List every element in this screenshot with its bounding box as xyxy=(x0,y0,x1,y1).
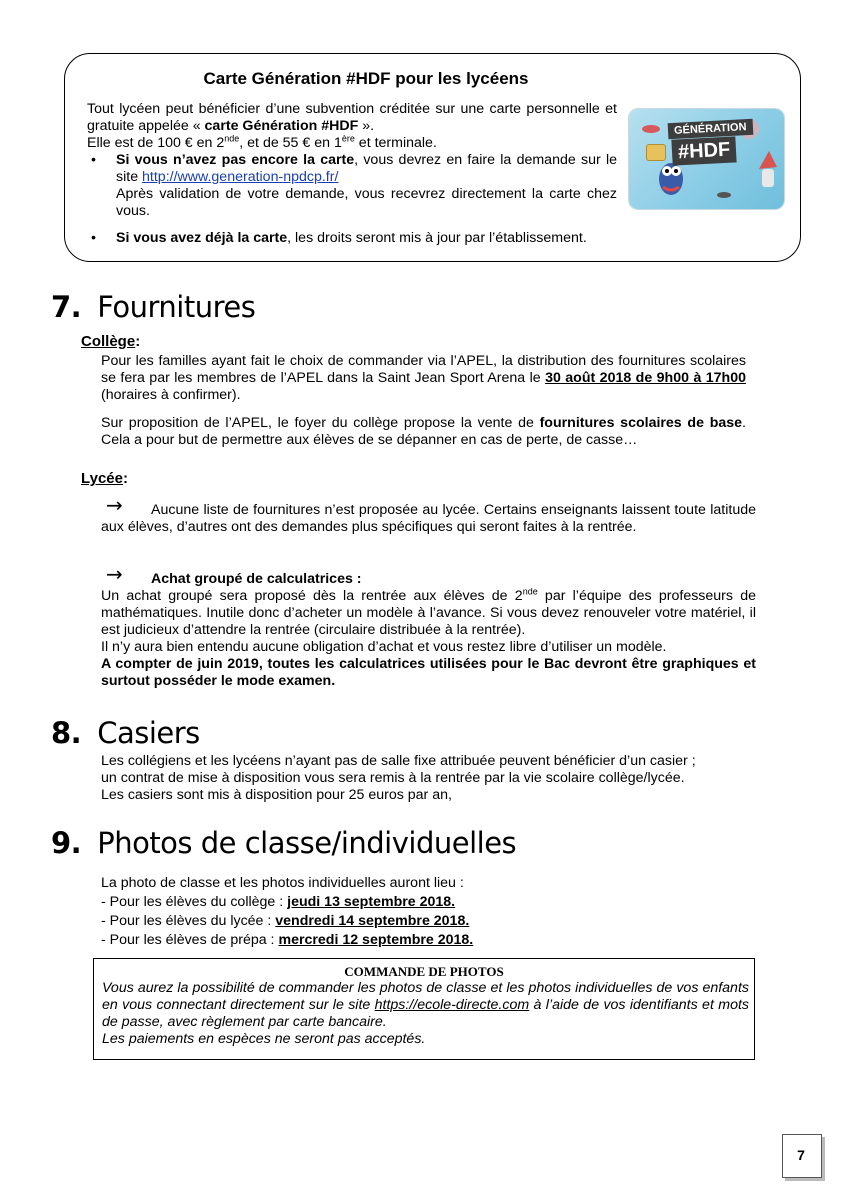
hdf-box-title: Carte Génération #HDF pour les lycéens xyxy=(203,69,529,88)
page-number: 7 xyxy=(797,1147,805,1163)
lycee-paragraph: Aucune liste de fournitures n’est proposée au lycée. Certains enseignants laissent toute latitude aux élèves, d’autres ont des demandes plus spécifiques qui seront faites à la rentrée. xyxy=(101,502,756,535)
section-9-heading: 9. Photos de classe/individuelles xyxy=(51,826,517,860)
ecole-directe-link[interactable]: https://ecole-directe.com xyxy=(374,997,530,1013)
photos-prepa: - Pour les élèves de prépa : mercredi 12 septembre 2018. xyxy=(101,932,474,948)
calc-paragraph: Un achat groupé sera proposé dès la rentrée aux élèves de 2nde par l’équipe des professeurs de mathématiques. Inutile donc d’acheter un modèle à l’avance. Si vous devez renouveler votre matériel, il est judicieux d’attendre la rentrée (circulaire distribuée à la rentrée). Il n’y aura bien entendu aucune obligation d’achat et vous restez libre d’utiliser un modèle. A compter de juin 2019, toutes les calculatrices utilisées pour le Bac devront être graphiques et surtout posséder le mode examen. xyxy=(101,586,756,689)
hdf-amount: Elle est de 100 € en 2nde, et de 55 € en 1ère et terminale. xyxy=(87,133,437,151)
photo-order-text: Vous aurez la possibilité de commander les photos de classe et les photos individuelles de vos enfants en vous connectant directement sur le site https://ecole-directe.com à l’aide de vos identifiants et mots de passe, avec règlement par carte bancaire. Les paiements en espèces ne seront pas acceptés. xyxy=(102,980,749,1047)
photo-order-title: COMMANDE DE PHOTOS xyxy=(344,964,504,979)
photos-lycee: - Pour les élèves du lycée : vendredi 14 septembre 2018. xyxy=(101,913,470,929)
card-label-main: #HDF xyxy=(671,136,737,165)
hdf-bullet-has-card: • Si vous avez déjà la carte, les droits seront mis à jour par l’établissement. xyxy=(87,230,676,247)
college-paragraph-2: Sur proposition de l’APEL, le foyer du collège propose la vente de fournitures scolaires de base. Cela a pour but de permettre aux élèves de se dépanner en cas de perte, de casse… xyxy=(101,415,746,448)
photos-college: - Pour les élèves du collège : jeudi 13 septembre 2018. xyxy=(101,894,456,910)
casiers-paragraph: Les collégiens et les lycéens n’ayant pas de salle fixe attribuée peuvent bénéficier d’un casier ; un contrat de mise à disposition vous sera remis à la rentrée par la vie scolaire collège/lycée. Les casiers sont mis à disposition pour 25 euros par an, xyxy=(101,753,696,803)
college-paragraph-1: Pour les familles ayant fait le choix de commander via l’APEL, la distribution des fournitures scolaires se fera par les membres de l’APEL dans la Saint Jean Sport Arena le 30 août 2018 de 9h00 à 17h00 (horaires à confirmer). xyxy=(101,353,746,403)
hdf-box-body xyxy=(87,101,617,220)
arrow-icon: → xyxy=(106,493,123,517)
card-label-top: GÉNÉRATION xyxy=(668,119,753,139)
lycee-subheading: Lycée: xyxy=(81,470,128,487)
card-chip-icon xyxy=(646,144,666,161)
calc-title: Achat groupé de calculatrices : xyxy=(151,571,362,587)
hdf-intro: Tout lycéen peut bénéficier d’une subvention créditée sur une carte personnelle et gratuite appelée « carte Génération #HDF ». xyxy=(87,101,617,134)
hdf-bullet-no-card: • Si vous n’avez pas encore la carte, vous devrez en faire la demande sur le site http://www.generation-npdcp.fr/ Après validation de votre demande, vous recevrez directement la carte chez vous. xyxy=(87,152,617,220)
card-name: carte Génération #HDF xyxy=(204,118,359,134)
college-subheading: Collège: xyxy=(81,333,141,350)
photos-schedule: La photo de classe et les photos individuelles auront lieu : - Pour les élèves du collège : jeudi 13 septembre 2018. - Pour les élèves du lycée : vendredi 14 septembre 2018. - Pour les élèves de prépa : mercredi 12 septembre 2018. xyxy=(101,874,751,950)
generation-link[interactable]: http://www.generation-npdcp.fr/ xyxy=(142,169,339,185)
section-8-heading: 8. Casiers xyxy=(51,716,200,750)
section-7-heading: 7. Fournitures xyxy=(51,290,256,324)
arrow-icon: → xyxy=(106,562,123,586)
